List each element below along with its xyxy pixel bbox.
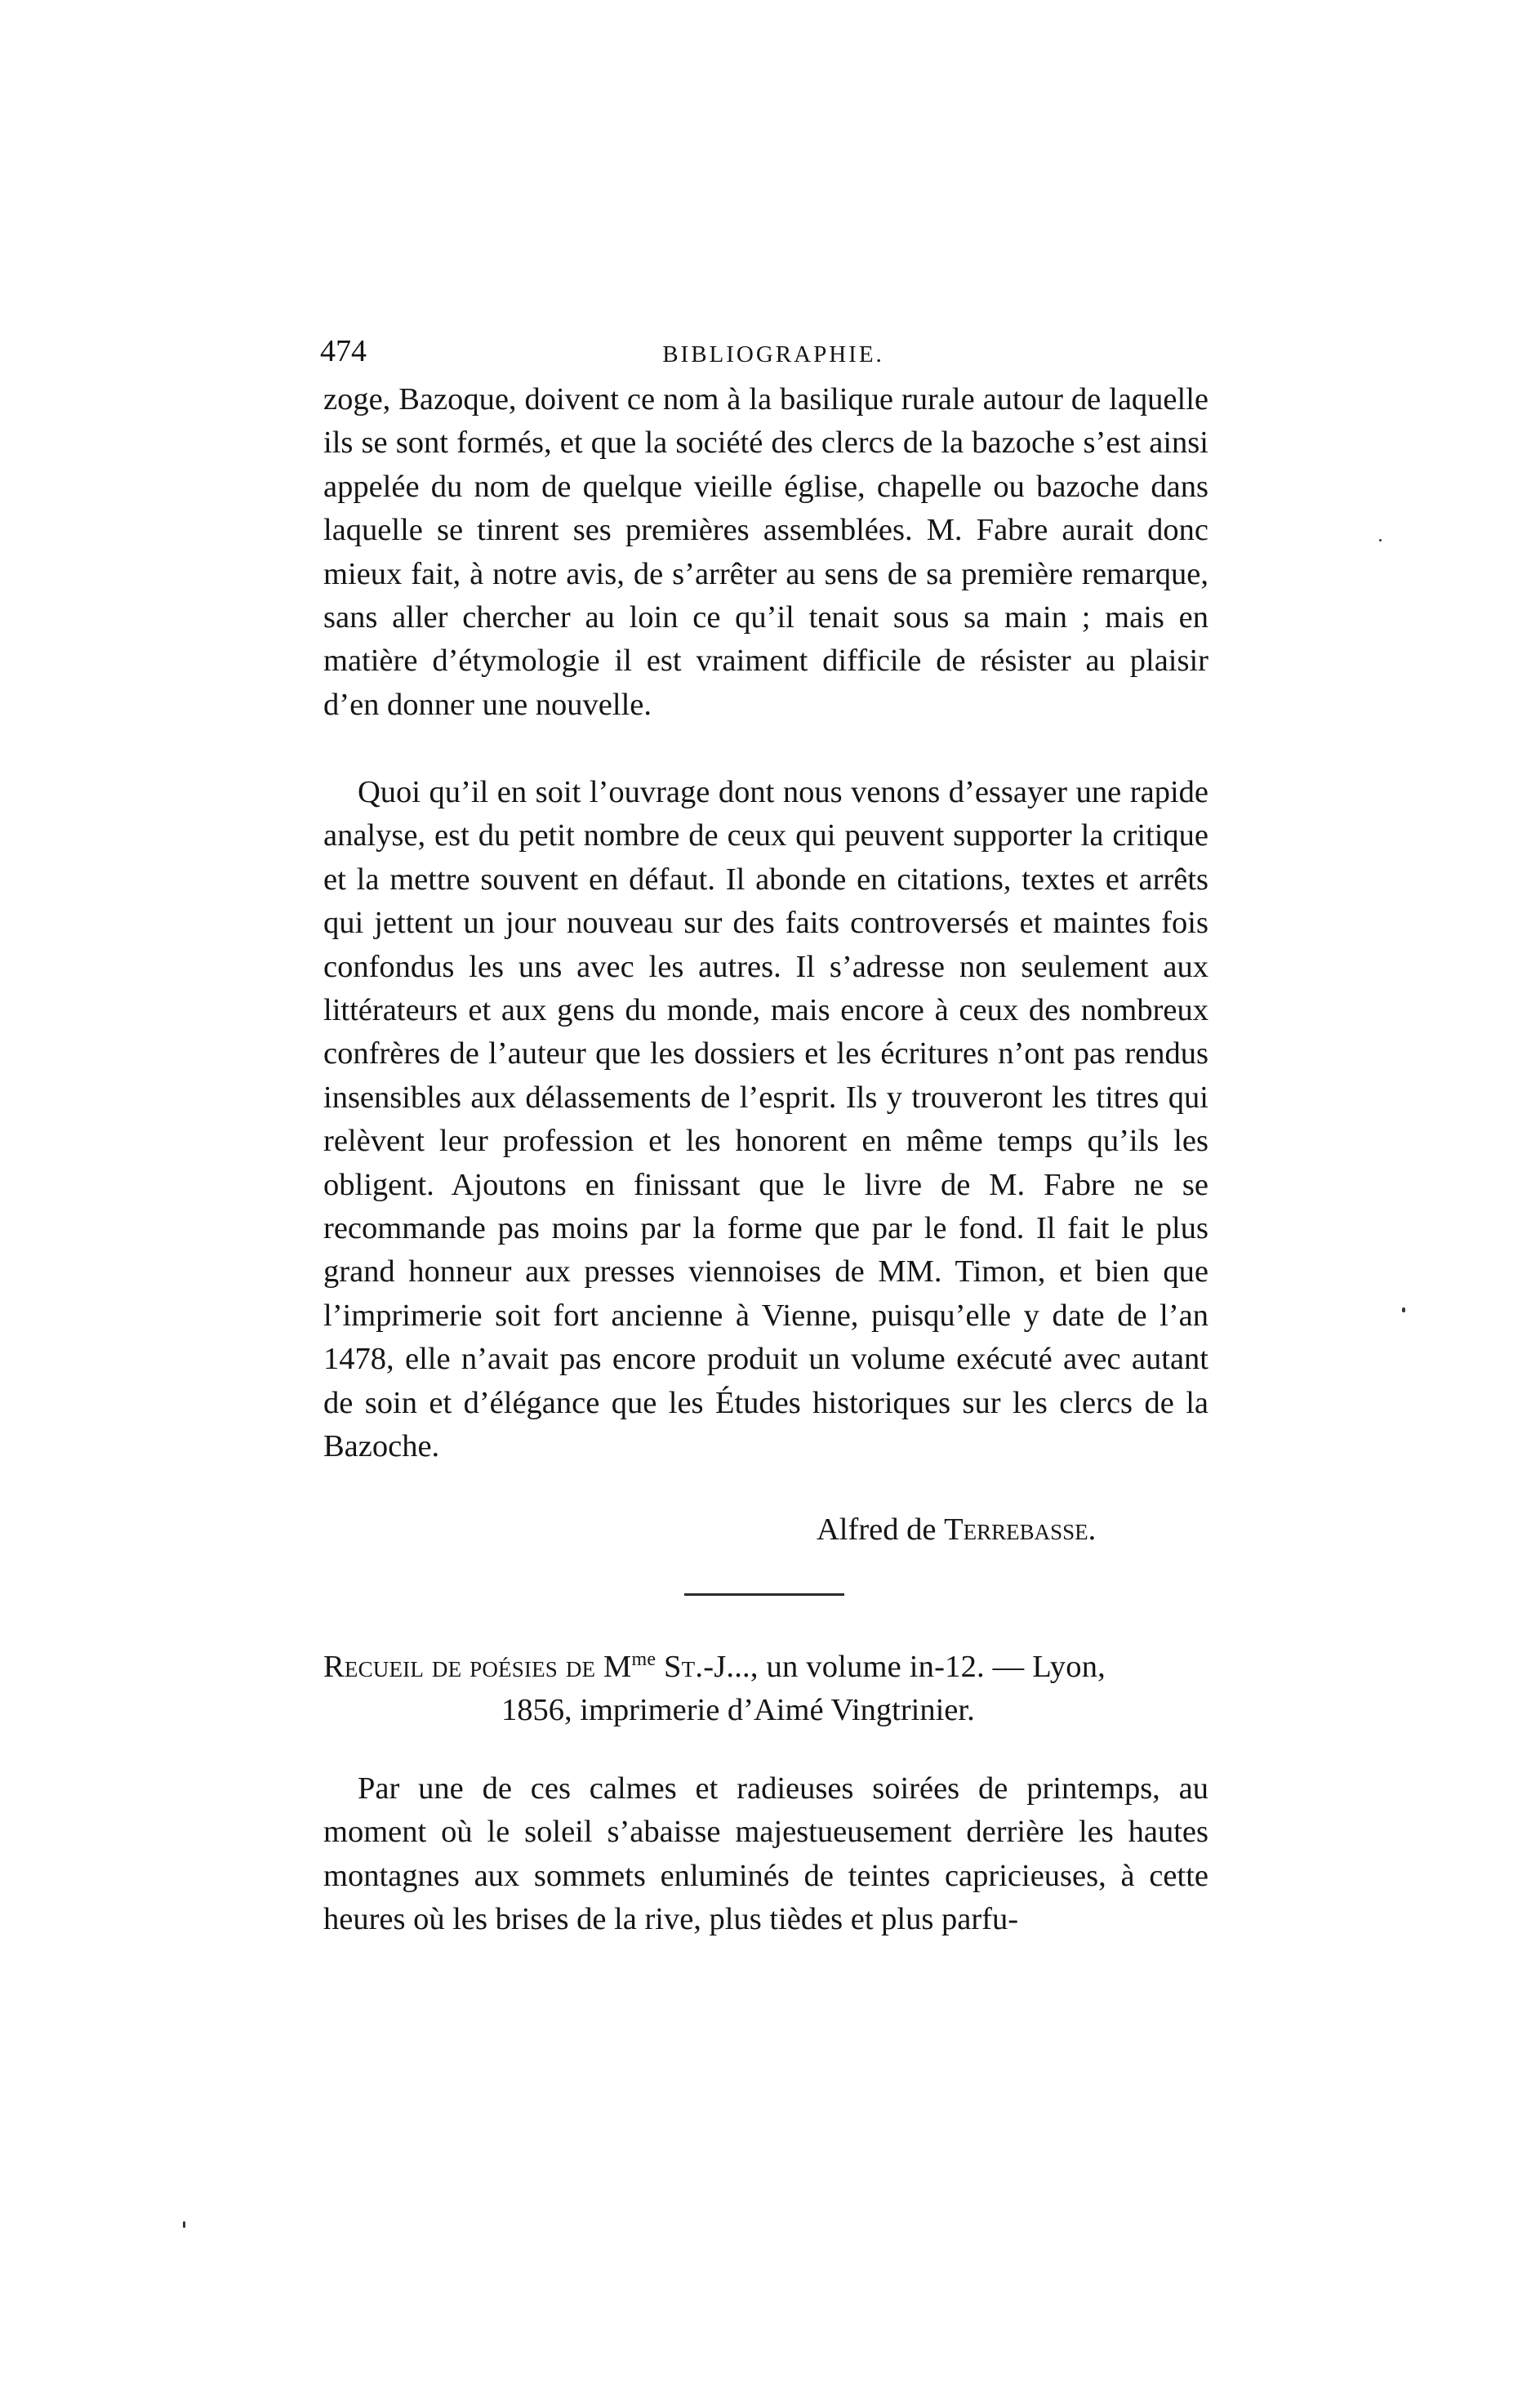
review-heading-line-1: [323, 1638, 1208, 1689]
paragraph-1: zoge, Bazoque, doivent ce nom à la basilique rurale autour de laquelle ils se sont formés, et que la société des clercs de la bazoche s’est ainsi appelée du nom de quelque vieille église, chapelle ou bazoche dans laquelle se tinrent ses premières assemblées. M. Fabre aurait donc mieux fait, à notre avis, de s’arrêter au sens de sa première remarque, sans aller chercher au loin ce qu’il tenait sous sa main ; mais en matière d’étymologie il est vraiment difficile de résister au plaisir d’en donner une nouvelle.: [323, 382, 1208, 722]
review-details: , un volume in-12. — Lyon,: [750, 1650, 1106, 1684]
page-header: [320, 327, 1210, 376]
print-speck: [183, 2221, 185, 2228]
paragraph-3: Par une de ces calmes et radieuses soirées de printemps, au moment où le soleil s’abaisse majestueusement derrière les hautes montagnes aux sommets enluminés de teintes capricieuses, à cette heures où les brises de la rive, plus tièdes et plus parfu-: [323, 1771, 1208, 1937]
author-signature: [817, 1508, 1096, 1552]
review-heading: [323, 1638, 1208, 1732]
print-speck: [1379, 539, 1382, 541]
review-title-author: St.-J...: [656, 1650, 750, 1684]
section-divider: [684, 1593, 844, 1596]
review-title-superscript: me: [631, 1649, 657, 1670]
paragraph-2: Quoi qu’il en soit l’ouvrage dont nous venons d’essayer une rapide analyse, est du petit nombre de ceux qui peuvent supporter la critique et la mettre souvent en défaut. Il abonde en citations, textes et arrêts qui jettent un jour nouveau sur des faits controversés et maintes fois confondus les uns avec les autres. Il s’adresse non seulement aux littérateurs et aux gens du monde, mais encore à ceux des nombreux confrères de l’auteur que les dossiers et les écritures n’ont pas rendus insensibles aux délassements de l’esprit. Ils y trouveront les titres qui relèvent leur profession et les honorent en même temps qu’ils les obligent. Ajoutons en finissant que le livre de M. Fabre ne se recommande pas moins par la forme que par le fond. Il fait le plus grand honneur aux presses viennoises de MM. Timon, et bien que l’imprimerie soit fort ancienne à Vienne, puisqu’elle y date de l’an 1478, elle n’avait pas encore produit un volume exécuté avec autant de soin et d’élégance que les Études historiques sur les clercs de la Bazoche.: [323, 775, 1208, 1464]
review-heading-line-2: 1856, imprimerie d’Aimé Vingtrinier.: [501, 1693, 975, 1727]
page-number: 474: [320, 334, 367, 368]
signature-given-name: Alfred de: [817, 1512, 945, 1547]
print-speck: [1402, 1307, 1405, 1312]
running-head: BIBLIOGRAPHIE.: [662, 341, 884, 368]
review-title: Recueil de poésies de M: [323, 1650, 632, 1684]
signature-surname: Terrebasse.: [944, 1512, 1097, 1547]
